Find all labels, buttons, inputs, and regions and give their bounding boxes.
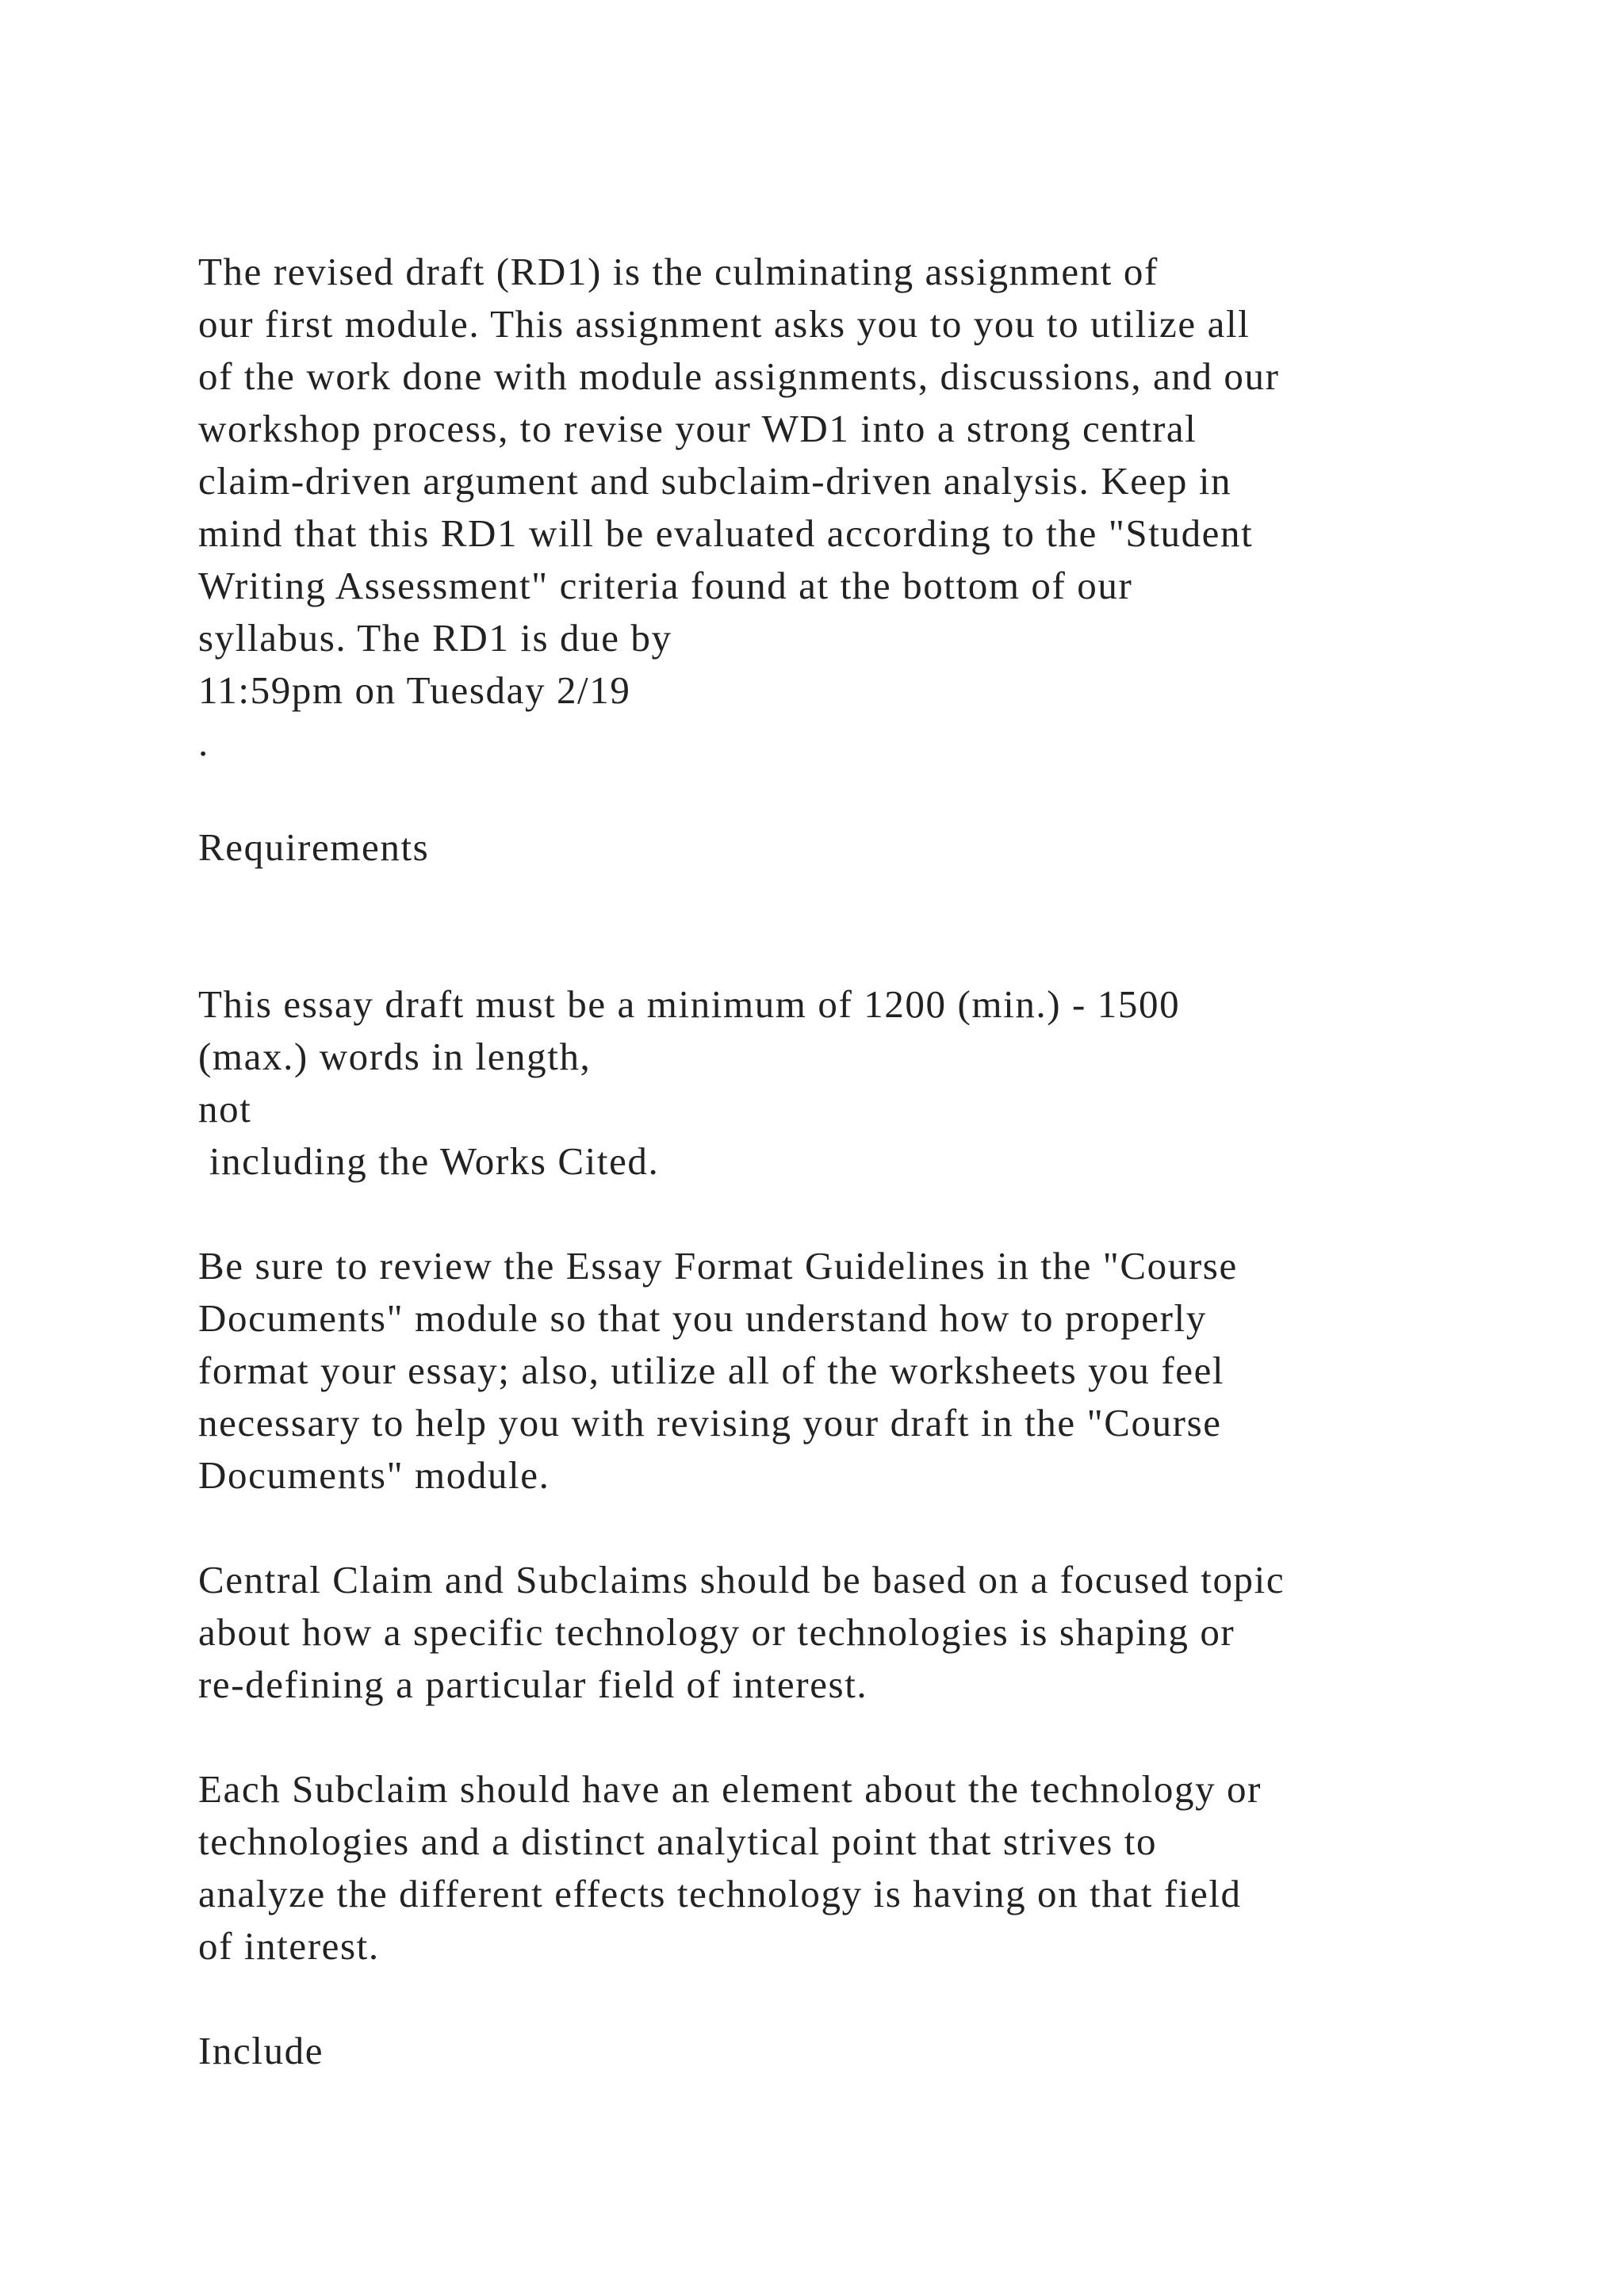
text-line: This essay draft must be a minimum of 1200 (min.) - 1500 xyxy=(198,982,1181,1026)
text-line: including the Works Cited. xyxy=(198,1139,660,1183)
text-line: Documents" module. xyxy=(198,1453,550,1497)
text-line: . xyxy=(198,721,209,764)
blank-line xyxy=(198,1711,1546,1763)
text-line: not xyxy=(198,1087,252,1131)
text-line: mind that this RD1 will be evaluated according to the "Student xyxy=(198,511,1254,555)
text-line: of interest. xyxy=(198,1924,380,1968)
blank-line xyxy=(198,769,1546,821)
text-line: re-defining a particular field of interest. xyxy=(198,1663,868,1706)
text-line: claim-driven argument and subclaim-driven analysis. Keep in xyxy=(198,459,1232,503)
text-line: technologies and a distinct analytical point that strives to xyxy=(198,1820,1158,1863)
text-line: (max.) words in length, xyxy=(198,1035,592,1078)
text-line: The revised draft (RD1) is the culminating assignment of xyxy=(198,250,1159,293)
text-line: Include xyxy=(198,2029,324,2072)
text-line: analyze the different effects technology is having on that field xyxy=(198,1872,1242,1915)
text-line: Documents" module so that you understand how to properly xyxy=(198,1296,1207,1340)
text-line: Each Subclaim should have an element about the technology or xyxy=(198,1767,1262,1811)
due-date-line: 11:59pm on Tuesday 2/19 xyxy=(198,668,631,712)
text-line: our first module. This assignment asks you to you to utilize all xyxy=(198,302,1251,346)
blank-line xyxy=(198,1973,1546,2025)
document-body xyxy=(198,246,1546,2077)
text-line: of the work done with module assignments, discussions, and our xyxy=(198,354,1280,398)
text-line: syllabus. The RD1 is due by xyxy=(198,616,672,660)
requirements-heading: Requirements xyxy=(198,825,430,869)
text-line: Central Claim and Subclaims should be based on a focused topic xyxy=(198,1558,1285,1601)
text-line: necessary to help you with revising your draft in the "Course xyxy=(198,1401,1222,1445)
blank-line xyxy=(198,1502,1546,1554)
blank-line xyxy=(198,926,1546,978)
text-line: Be sure to review the Essay Format Guidelines in the "Course xyxy=(198,1244,1238,1288)
text-line: format your essay; also, utilize all of the worksheets you feel xyxy=(198,1349,1225,1392)
blank-line xyxy=(198,874,1546,926)
text-line: Writing Assessment" criteria found at the bottom of our xyxy=(198,564,1133,607)
text-line: workshop process, to revise your WD1 into a strong central xyxy=(198,407,1197,450)
text-line: about how a specific technology or technologies is shaping or xyxy=(198,1610,1235,1654)
blank-line xyxy=(198,1188,1546,1240)
